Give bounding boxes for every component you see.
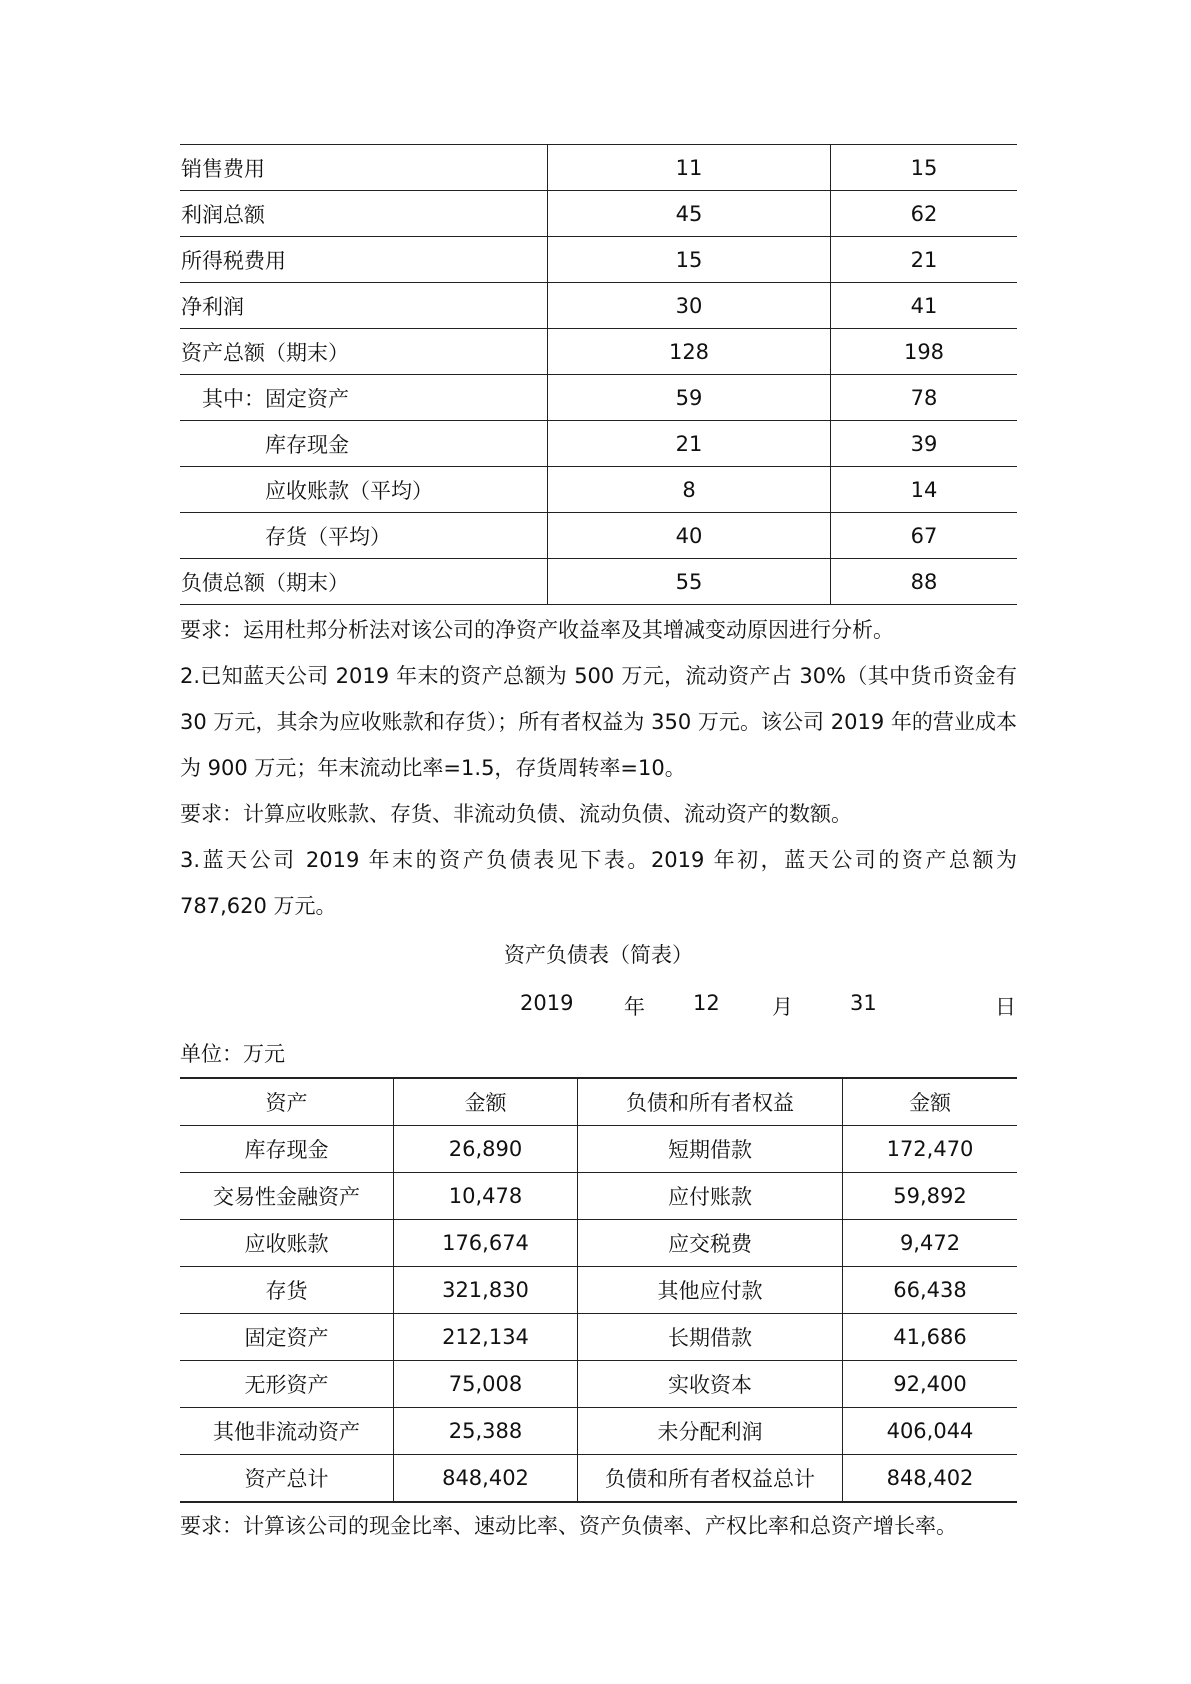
table-row: [180, 191, 1017, 237]
asset-name: 应收账款: [180, 1220, 394, 1267]
liability-amount: 9,472: [843, 1220, 1018, 1267]
column-header: 金额: [909, 1091, 951, 1115]
financial-data-table: [180, 144, 1017, 605]
table-row: [180, 1126, 1017, 1173]
asset-name: 库存现金: [180, 1126, 394, 1173]
asset-name: 交易性金融资产: [180, 1173, 394, 1220]
asset-amount: 25,388: [394, 1408, 578, 1455]
liability-amount: 406,044: [843, 1408, 1018, 1455]
row-value-b: 14: [831, 467, 1018, 513]
liability-amount: 59,892: [843, 1173, 1018, 1220]
asset-amount: 212,134: [394, 1314, 578, 1361]
liability-name: 负债和所有者权益总计: [578, 1455, 843, 1503]
date-month-unit: 月: [772, 995, 793, 1019]
table-row: [180, 1220, 1017, 1267]
row-value-b: 78: [831, 375, 1018, 421]
table-row: [180, 1314, 1017, 1361]
requirement-2: 要求：计算应收账款、存货、非流动负债、流动负债、流动资产的数额。: [180, 802, 852, 826]
table-row: [180, 237, 1017, 283]
question-2: 2.已知蓝天公司 2019 年末的资产总额为 500 万元，流动资产占 30%（其中货币资金有 30 万元，其余为应收账款和存货）；所有者权益为 350 万元。该公司 2019 年的营业成本为 900 万元；年末流动比率=1.5，存货周转率=10。: [180, 664, 1017, 780]
date-month: 12: [693, 991, 720, 1015]
date-year-unit: 年: [624, 995, 645, 1019]
table-row: [180, 375, 1017, 421]
liability-name: 未分配利润: [578, 1408, 843, 1455]
row-value-a: 128: [548, 329, 831, 375]
row-label: 资产总额（期末）: [180, 329, 548, 375]
row-value-b: 62: [831, 191, 1018, 237]
row-value-b: 39: [831, 421, 1018, 467]
table-header-row: [180, 1078, 1017, 1126]
table-row: [180, 421, 1017, 467]
liability-name: 长期借款: [578, 1314, 843, 1361]
row-value-b: 15: [831, 145, 1018, 191]
unit-label: 单位：万元: [180, 1042, 285, 1066]
asset-amount: 176,674: [394, 1220, 578, 1267]
balance-sheet-table: [180, 1077, 1017, 1503]
balance-sheet-title: 资产负债表（简表）: [504, 943, 693, 967]
liability-amount: 92,400: [843, 1361, 1018, 1408]
liability-name: 短期借款: [578, 1126, 843, 1173]
asset-amount: 26,890: [394, 1126, 578, 1173]
row-value-a: 11: [548, 145, 831, 191]
table-row: [180, 1173, 1017, 1220]
row-label: 利润总额: [180, 191, 548, 237]
asset-amount: 321,830: [394, 1267, 578, 1314]
question-3: 3.蓝天公司 2019 年末的资产负债表见下表。2019 年初，蓝天公司的资产总额为 787,620 万元。: [180, 848, 1017, 918]
liability-name: 应交税费: [578, 1220, 843, 1267]
column-header: 负债和所有者权益: [578, 1078, 843, 1126]
requirement-3: 要求：计算该公司的现金比率、速动比率、资产负债率、产权比率和总资产增长率。: [180, 1514, 957, 1538]
asset-amount: 848,402: [394, 1455, 578, 1503]
row-label: 其中：固定资产: [180, 375, 548, 421]
liability-amount: 172,470: [843, 1126, 1018, 1173]
asset-name: 资产总计: [180, 1455, 394, 1503]
table-row: [180, 329, 1017, 375]
date-year: 2019: [520, 991, 574, 1015]
asset-name: 无形资产: [180, 1361, 394, 1408]
row-label: 销售费用: [180, 145, 548, 191]
requirement-1: 要求：运用杜邦分析法对该公司的净资产收益率及其增减变动原因进行分析。: [180, 618, 894, 642]
document-page: [180, 144, 1017, 1549]
row-label: 净利润: [180, 283, 548, 329]
row-value-b: 67: [831, 513, 1018, 559]
liability-amount: 66,438: [843, 1267, 1018, 1314]
table-row: [180, 283, 1017, 329]
row-value-a: 15: [548, 237, 831, 283]
liability-name: 其他应付款: [578, 1267, 843, 1314]
table-row: [180, 1408, 1017, 1455]
row-value-b: 21: [831, 237, 1018, 283]
row-value-a: 45: [548, 191, 831, 237]
asset-amount: 10,478: [394, 1173, 578, 1220]
column-header: 资产: [180, 1078, 394, 1126]
liability-amount: 848,402: [843, 1455, 1018, 1503]
balance-sheet-date: [180, 981, 1017, 1031]
row-value-a: 55: [548, 559, 831, 605]
row-value-a: 30: [548, 283, 831, 329]
row-value-a: 59: [548, 375, 831, 421]
table-row: [180, 1267, 1017, 1314]
row-value-b: 198: [831, 329, 1018, 375]
asset-name: 存货: [180, 1267, 394, 1314]
row-value-b: 88: [831, 559, 1018, 605]
asset-amount: 75,008: [394, 1361, 578, 1408]
table-row: [180, 1455, 1017, 1503]
row-value-b: 41: [831, 283, 1018, 329]
table-row: [180, 145, 1017, 191]
row-label: 存货（平均）: [180, 513, 548, 559]
table-row: [180, 1361, 1017, 1408]
liability-name: 实收资本: [578, 1361, 843, 1408]
liability-amount: 41,686: [843, 1314, 1018, 1361]
asset-name: 其他非流动资产: [180, 1408, 394, 1455]
row-label: 库存现金: [180, 421, 548, 467]
column-header: 金额: [394, 1078, 578, 1126]
table-row: [180, 467, 1017, 513]
row-value-a: 40: [548, 513, 831, 559]
liability-name: 应付账款: [578, 1173, 843, 1220]
table-row: [180, 559, 1017, 605]
row-label: 应收账款（平均）: [180, 467, 548, 513]
row-label: 负债总额（期末）: [180, 559, 548, 605]
date-day-unit: 日: [995, 995, 1016, 1019]
asset-name: 固定资产: [180, 1314, 394, 1361]
row-label: 所得税费用: [180, 237, 548, 283]
date-day: 31: [850, 991, 877, 1015]
row-value-a: 21: [548, 421, 831, 467]
row-value-a: 8: [548, 467, 831, 513]
table-row: [180, 513, 1017, 559]
